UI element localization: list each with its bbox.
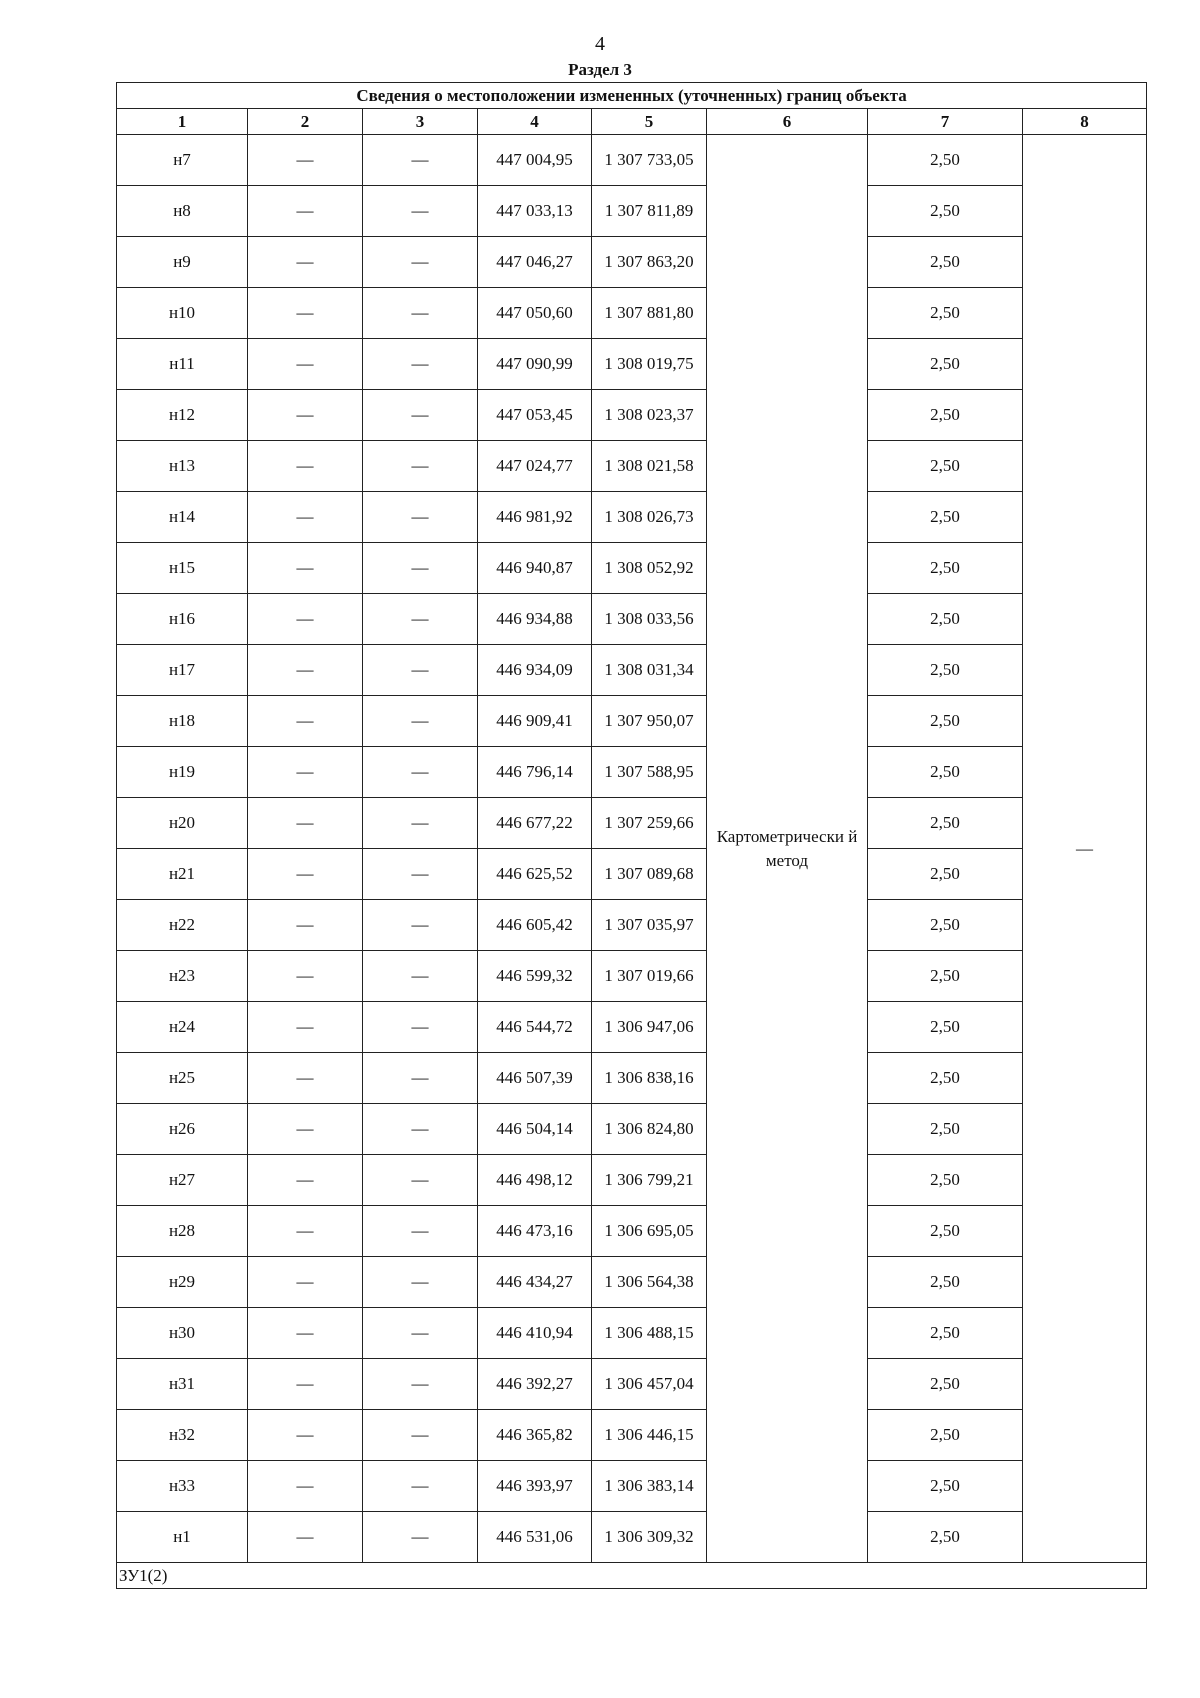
column-header-3: 3 bbox=[363, 109, 478, 135]
column-2-value: — bbox=[248, 1206, 363, 1257]
point-id: н15 bbox=[117, 543, 248, 594]
coordinate-y: 1 307 588,95 bbox=[592, 747, 707, 798]
page-number: 4 bbox=[595, 33, 605, 55]
column-3-value: — bbox=[363, 543, 478, 594]
table-row bbox=[117, 1359, 1147, 1410]
point-id: н27 bbox=[117, 1155, 248, 1206]
column-2-value: — bbox=[248, 390, 363, 441]
point-id: н13 bbox=[117, 441, 248, 492]
coordinate-y: 1 306 824,80 bbox=[592, 1104, 707, 1155]
column-header-6: 6 bbox=[707, 109, 868, 135]
column-3-value: — bbox=[363, 492, 478, 543]
coordinate-x: 446 365,82 bbox=[478, 1410, 592, 1461]
column-3-value: — bbox=[363, 1410, 478, 1461]
accuracy-value: 2,50 bbox=[868, 339, 1023, 390]
point-id: н16 bbox=[117, 594, 248, 645]
column-3-value: — bbox=[363, 1359, 478, 1410]
table-row bbox=[117, 696, 1147, 747]
accuracy-value: 2,50 bbox=[868, 390, 1023, 441]
accuracy-value: 2,50 bbox=[868, 594, 1023, 645]
table-row bbox=[117, 390, 1147, 441]
point-id: н21 bbox=[117, 849, 248, 900]
point-id: н8 bbox=[117, 186, 248, 237]
coordinate-y: 1 306 947,06 bbox=[592, 1002, 707, 1053]
coordinate-y: 1 306 695,05 bbox=[592, 1206, 707, 1257]
coordinate-x: 446 498,12 bbox=[478, 1155, 592, 1206]
accuracy-value: 2,50 bbox=[868, 1206, 1023, 1257]
coordinate-x: 446 507,39 bbox=[478, 1053, 592, 1104]
point-id: н33 bbox=[117, 1461, 248, 1512]
point-id: н11 bbox=[117, 339, 248, 390]
coordinate-x: 447 024,77 bbox=[478, 441, 592, 492]
table-row bbox=[117, 747, 1147, 798]
coordinate-y: 1 307 881,80 bbox=[592, 288, 707, 339]
column-3-value: — bbox=[363, 339, 478, 390]
column-3-value: — bbox=[363, 1461, 478, 1512]
column-3-value: — bbox=[363, 1002, 478, 1053]
coordinate-y: 1 306 457,04 bbox=[592, 1359, 707, 1410]
column-3-value: — bbox=[363, 390, 478, 441]
section-title: Раздел 3 bbox=[568, 60, 632, 79]
column-2-value: — bbox=[248, 645, 363, 696]
table-row bbox=[117, 492, 1147, 543]
accuracy-value: 2,50 bbox=[868, 1410, 1023, 1461]
coordinate-y: 1 307 733,05 bbox=[592, 135, 707, 186]
accuracy-value: 2,50 bbox=[868, 849, 1023, 900]
table-row bbox=[117, 1104, 1147, 1155]
coordinate-y: 1 306 309,32 bbox=[592, 1512, 707, 1563]
column-2-value: — bbox=[248, 798, 363, 849]
point-id: н26 bbox=[117, 1104, 248, 1155]
column-3-value: — bbox=[363, 237, 478, 288]
coordinate-y: 1 307 035,97 bbox=[592, 900, 707, 951]
column-2-value: — bbox=[248, 900, 363, 951]
coordinate-x: 446 544,72 bbox=[478, 1002, 592, 1053]
column-3-value: — bbox=[363, 1257, 478, 1308]
coordinate-y: 1 308 052,92 bbox=[592, 543, 707, 594]
table-row bbox=[117, 288, 1147, 339]
coordinate-x: 446 473,16 bbox=[478, 1206, 592, 1257]
coordinate-y: 1 307 811,89 bbox=[592, 186, 707, 237]
coordinate-x: 447 050,60 bbox=[478, 288, 592, 339]
accuracy-value: 2,50 bbox=[868, 186, 1023, 237]
table-row bbox=[117, 441, 1147, 492]
table-row bbox=[117, 1410, 1147, 1461]
coordinate-y: 1 308 031,34 bbox=[592, 645, 707, 696]
column-2-value: — bbox=[248, 747, 363, 798]
column-3-value: — bbox=[363, 696, 478, 747]
coordinate-y: 1 307 950,07 bbox=[592, 696, 707, 747]
coordinate-x: 447 046,27 bbox=[478, 237, 592, 288]
accuracy-value: 2,50 bbox=[868, 798, 1023, 849]
point-id: н9 bbox=[117, 237, 248, 288]
point-id: н29 bbox=[117, 1257, 248, 1308]
accuracy-value: 2,50 bbox=[868, 543, 1023, 594]
point-id: н10 bbox=[117, 288, 248, 339]
coordinate-x: 446 393,97 bbox=[478, 1461, 592, 1512]
accuracy-value: 2,50 bbox=[868, 1359, 1023, 1410]
column-3-value: — bbox=[363, 951, 478, 1002]
column-2-value: — bbox=[248, 1053, 363, 1104]
column-3-value: — bbox=[363, 645, 478, 696]
column-2-value: — bbox=[248, 237, 363, 288]
column-2-value: — bbox=[248, 288, 363, 339]
column-3-value: — bbox=[363, 1512, 478, 1563]
coordinate-x: 446 605,42 bbox=[478, 900, 592, 951]
point-id: н20 bbox=[117, 798, 248, 849]
plot-label: ЗУ1(2) bbox=[117, 1563, 1147, 1589]
column-3-value: — bbox=[363, 747, 478, 798]
coordinate-y: 1 307 863,20 bbox=[592, 237, 707, 288]
coordinate-x: 447 053,45 bbox=[478, 390, 592, 441]
column-2-value: — bbox=[248, 594, 363, 645]
column-2-value: — bbox=[248, 1461, 363, 1512]
column-2-value: — bbox=[248, 696, 363, 747]
column-header-7: 7 bbox=[868, 109, 1023, 135]
column-3-value: — bbox=[363, 288, 478, 339]
point-id: н28 bbox=[117, 1206, 248, 1257]
table-row bbox=[117, 135, 1147, 186]
column-2-value: — bbox=[248, 543, 363, 594]
column-3-value: — bbox=[363, 849, 478, 900]
column-2-value: — bbox=[248, 1512, 363, 1563]
accuracy-value: 2,50 bbox=[868, 900, 1023, 951]
table-row bbox=[117, 1512, 1147, 1563]
column-header-8: 8 bbox=[1023, 109, 1147, 135]
table-row bbox=[117, 1002, 1147, 1053]
column-header-1: 1 bbox=[117, 109, 248, 135]
point-id: н17 bbox=[117, 645, 248, 696]
coordinate-x: 446 392,27 bbox=[478, 1359, 592, 1410]
accuracy-value: 2,50 bbox=[868, 1104, 1023, 1155]
coordinate-x: 446 677,22 bbox=[478, 798, 592, 849]
table-row bbox=[117, 1257, 1147, 1308]
table-row bbox=[117, 1308, 1147, 1359]
accuracy-value: 2,50 bbox=[868, 1512, 1023, 1563]
column-2-value: — bbox=[248, 186, 363, 237]
column-header-5: 5 bbox=[592, 109, 707, 135]
point-id: н25 bbox=[117, 1053, 248, 1104]
coordinate-x: 446 934,88 bbox=[478, 594, 592, 645]
table-title: Сведения о местоположении измененных (уточненных) границ объекта bbox=[117, 83, 1147, 109]
point-id: н32 bbox=[117, 1410, 248, 1461]
column-2-value: — bbox=[248, 339, 363, 390]
table-row bbox=[117, 1206, 1147, 1257]
coordinate-x: 446 796,14 bbox=[478, 747, 592, 798]
determination-method: Картометрически й метод bbox=[707, 135, 868, 1563]
coordinate-y: 1 306 488,15 bbox=[592, 1308, 707, 1359]
column-2-value: — bbox=[248, 1155, 363, 1206]
column-3-value: — bbox=[363, 1104, 478, 1155]
point-id: н24 bbox=[117, 1002, 248, 1053]
point-id: н7 bbox=[117, 135, 248, 186]
point-id: н30 bbox=[117, 1308, 248, 1359]
coordinate-x: 446 625,52 bbox=[478, 849, 592, 900]
accuracy-value: 2,50 bbox=[868, 951, 1023, 1002]
point-id: н31 bbox=[117, 1359, 248, 1410]
table-row bbox=[117, 1461, 1147, 1512]
coordinate-y: 1 306 564,38 bbox=[592, 1257, 707, 1308]
coordinate-y: 1 308 023,37 bbox=[592, 390, 707, 441]
point-id: н23 bbox=[117, 951, 248, 1002]
boundary-coordinates-table bbox=[116, 82, 1147, 1589]
coordinate-y: 1 308 019,75 bbox=[592, 339, 707, 390]
column-2-value: — bbox=[248, 1308, 363, 1359]
column-2-value: — bbox=[248, 492, 363, 543]
column-header-row bbox=[117, 109, 1147, 135]
accuracy-value: 2,50 bbox=[868, 135, 1023, 186]
accuracy-value: 2,50 bbox=[868, 747, 1023, 798]
coordinate-y: 1 306 446,15 bbox=[592, 1410, 707, 1461]
coordinate-y: 1 308 033,56 bbox=[592, 594, 707, 645]
coordinate-x: 446 934,09 bbox=[478, 645, 592, 696]
column-2-value: — bbox=[248, 1002, 363, 1053]
point-id: н1 bbox=[117, 1512, 248, 1563]
column-header-4: 4 bbox=[478, 109, 592, 135]
accuracy-value: 2,50 bbox=[868, 1155, 1023, 1206]
table-title-row bbox=[117, 83, 1147, 109]
coordinate-x: 446 981,92 bbox=[478, 492, 592, 543]
point-id: н12 bbox=[117, 390, 248, 441]
column-3-value: — bbox=[363, 900, 478, 951]
table-row bbox=[117, 645, 1147, 696]
coordinate-x: 446 504,14 bbox=[478, 1104, 592, 1155]
column-3-value: — bbox=[363, 1308, 478, 1359]
column-3-value: — bbox=[363, 1053, 478, 1104]
point-id: н18 bbox=[117, 696, 248, 747]
column-8-value: — bbox=[1023, 135, 1147, 1563]
column-header-2: 2 bbox=[248, 109, 363, 135]
column-3-value: — bbox=[363, 1206, 478, 1257]
table-row bbox=[117, 900, 1147, 951]
point-id: н14 bbox=[117, 492, 248, 543]
table-row bbox=[117, 951, 1147, 1002]
accuracy-value: 2,50 bbox=[868, 696, 1023, 747]
column-3-value: — bbox=[363, 798, 478, 849]
column-3-value: — bbox=[363, 186, 478, 237]
table-row bbox=[117, 594, 1147, 645]
point-id: н19 bbox=[117, 747, 248, 798]
accuracy-value: 2,50 bbox=[868, 1053, 1023, 1104]
coordinate-y: 1 307 089,68 bbox=[592, 849, 707, 900]
table-row bbox=[117, 849, 1147, 900]
accuracy-value: 2,50 bbox=[868, 288, 1023, 339]
coordinate-x: 447 033,13 bbox=[478, 186, 592, 237]
accuracy-value: 2,50 bbox=[868, 1461, 1023, 1512]
table-row bbox=[117, 543, 1147, 594]
coordinate-x: 447 090,99 bbox=[478, 339, 592, 390]
coordinate-y: 1 306 383,14 bbox=[592, 1461, 707, 1512]
column-3-value: — bbox=[363, 594, 478, 645]
coordinate-y: 1 306 838,16 bbox=[592, 1053, 707, 1104]
coordinate-y: 1 306 799,21 bbox=[592, 1155, 707, 1206]
coordinate-y: 1 307 019,66 bbox=[592, 951, 707, 1002]
coordinate-x: 446 909,41 bbox=[478, 696, 592, 747]
accuracy-value: 2,50 bbox=[868, 1257, 1023, 1308]
table-row bbox=[117, 1053, 1147, 1104]
column-2-value: — bbox=[248, 951, 363, 1002]
column-3-value: — bbox=[363, 1155, 478, 1206]
accuracy-value: 2,50 bbox=[868, 441, 1023, 492]
column-2-value: — bbox=[248, 1410, 363, 1461]
point-id: н22 bbox=[117, 900, 248, 951]
coordinate-y: 1 308 026,73 bbox=[592, 492, 707, 543]
coordinate-x: 446 410,94 bbox=[478, 1308, 592, 1359]
coordinate-x: 447 004,95 bbox=[478, 135, 592, 186]
column-2-value: — bbox=[248, 849, 363, 900]
column-3-value: — bbox=[363, 135, 478, 186]
accuracy-value: 2,50 bbox=[868, 645, 1023, 696]
column-2-value: — bbox=[248, 135, 363, 186]
column-3-value: — bbox=[363, 441, 478, 492]
column-2-value: — bbox=[248, 1359, 363, 1410]
table-row bbox=[117, 339, 1147, 390]
column-2-value: — bbox=[248, 441, 363, 492]
coordinate-y: 1 308 021,58 bbox=[592, 441, 707, 492]
coordinate-x: 446 940,87 bbox=[478, 543, 592, 594]
accuracy-value: 2,50 bbox=[868, 237, 1023, 288]
coordinate-x: 446 599,32 bbox=[478, 951, 592, 1002]
table-row bbox=[117, 1155, 1147, 1206]
accuracy-value: 2,50 bbox=[868, 492, 1023, 543]
table-row bbox=[117, 237, 1147, 288]
accuracy-value: 2,50 bbox=[868, 1308, 1023, 1359]
coordinate-x: 446 531,06 bbox=[478, 1512, 592, 1563]
column-2-value: — bbox=[248, 1104, 363, 1155]
table-row bbox=[117, 798, 1147, 849]
table-row bbox=[117, 186, 1147, 237]
coordinate-x: 446 434,27 bbox=[478, 1257, 592, 1308]
accuracy-value: 2,50 bbox=[868, 1002, 1023, 1053]
table-footer-row bbox=[117, 1563, 1147, 1589]
coordinate-y: 1 307 259,66 bbox=[592, 798, 707, 849]
column-2-value: — bbox=[248, 1257, 363, 1308]
